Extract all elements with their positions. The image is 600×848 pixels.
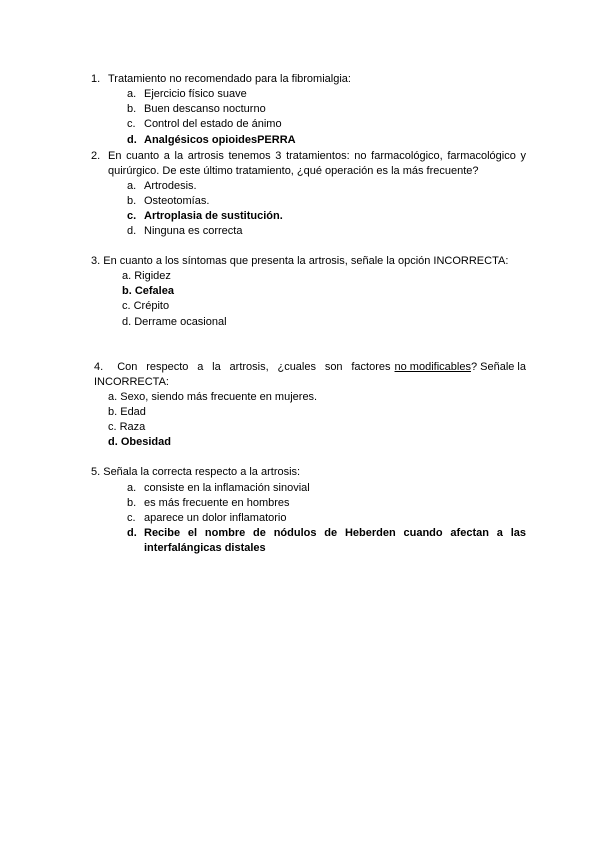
q5-option-d-line1: Recibe el nombre de nódulos de Heberden cuando afectan a las <box>144 527 526 539</box>
q2-option-c: Artroplasia de sustitución. <box>144 210 283 222</box>
q2-option-a: Artrodesis. <box>144 180 197 192</box>
q2-option-b-letter: b. <box>127 195 137 207</box>
q4-option-d: d. Obesidad <box>108 436 171 448</box>
q4-text-after: ? Señale la <box>470 361 526 373</box>
q2-number: 2. <box>91 150 101 162</box>
q2-option-b: Osteotomías. <box>144 195 210 207</box>
q1-option-b: Buen descanso nocturno <box>144 103 266 115</box>
q5-option-a: consiste en la inflamación sinovial <box>144 482 310 494</box>
q5-option-d-line2: interfalángicas distales <box>144 542 266 554</box>
q4-underlined-text: no modificables <box>394 361 471 373</box>
q5-option-a-letter: a. <box>127 482 137 494</box>
q2-option-d: Ninguna es correcta <box>144 225 243 237</box>
q3-option-a: a. Rigidez <box>122 270 171 282</box>
q3-option-b: b. Cefalea <box>122 285 174 297</box>
q4-option-c: c. Raza <box>108 421 146 433</box>
q3-text: 3. En cuanto a los síntomas que presenta la artrosis, señale la opción INCORRECTA: <box>91 255 509 267</box>
q1-number: 1. <box>91 73 101 85</box>
q2-option-c-letter: c. <box>127 210 137 222</box>
q2-option-a-letter: a. <box>127 180 137 192</box>
q2-option-d-letter: d. <box>127 225 137 237</box>
q1-text: Tratamiento no recomendado para la fibromialgia: <box>108 73 351 85</box>
q4-number: 4. <box>94 361 104 373</box>
q4-text-before: Con respecto a la artrosis, ¿cuales son factores <box>117 361 391 373</box>
q4-option-b: b. Edad <box>108 406 146 418</box>
q5-text: 5. Señala la correcta respecto a la artrosis: <box>91 466 301 478</box>
q3-option-d: d. Derrame ocasional <box>122 316 227 328</box>
q1-option-d-letter: d. <box>127 134 137 146</box>
q1-option-d: Analgésicos opioidesPERRA <box>144 134 296 146</box>
q3-option-c: c. Crépito <box>122 300 170 312</box>
q1-option-c-letter: c. <box>127 118 136 130</box>
q1-option-a: Ejercicio físico suave <box>144 88 247 100</box>
q5-option-c: aparece un dolor inflamatorio <box>144 512 287 524</box>
q5-option-d-letter: d. <box>127 527 137 539</box>
q1-option-c: Control del estado de ánimo <box>144 118 282 130</box>
q5-option-b: es más frecuente en hombres <box>144 497 290 509</box>
q1-option-a-letter: a. <box>127 88 137 100</box>
q4-option-a: a. Sexo, siendo más frecuente en mujeres. <box>108 391 318 403</box>
q2-text-line1: En cuanto a la artrosis tenemos 3 tratamientos: no farmacológico, farmacológico y <box>108 150 526 162</box>
q4-line1 <box>94 360 526 375</box>
q1-option-b-letter: b. <box>127 103 137 115</box>
q2-text-line2: quirúrgico. De este último tratamiento, ¿qué operación es la más frecuente? <box>108 165 479 177</box>
q4-text-line2: INCORRECTA: <box>94 376 169 388</box>
q5-option-b-letter: b. <box>127 497 137 509</box>
q5-option-c-letter: c. <box>127 512 136 524</box>
